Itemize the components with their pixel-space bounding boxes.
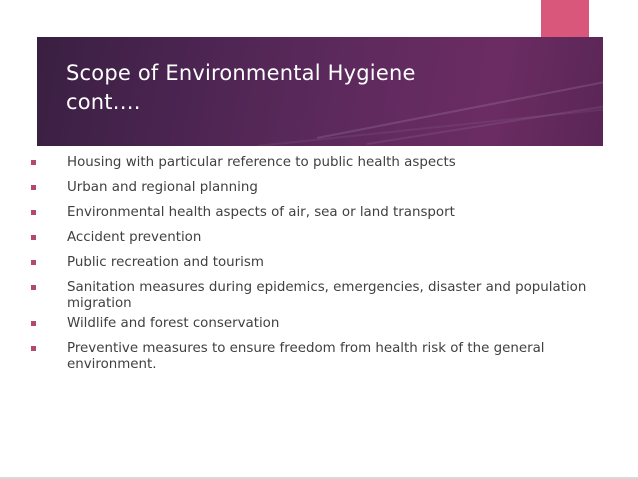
bullet-text: Wildlife and forest conservation	[67, 316, 280, 331]
square-bullet-icon	[31, 346, 36, 351]
bullet-list	[0, 155, 620, 377]
bullet-text: Environmental health aspects of air, sea or land transport	[67, 205, 455, 220]
bullet-item	[0, 255, 620, 275]
bullet-item	[0, 180, 620, 200]
bullet-text: Preventive measures to ensure freedom from health risk of the general environment.	[67, 341, 545, 372]
bullet-item	[0, 316, 620, 336]
square-bullet-icon	[31, 185, 36, 190]
bullet-text: Housing with particular reference to public health aspects	[67, 155, 456, 170]
bullet-item	[0, 205, 620, 225]
bullet-text: Urban and regional planning	[67, 180, 258, 195]
slide-title-line2: cont.…	[66, 90, 141, 114]
bullet-item	[0, 230, 620, 250]
square-bullet-icon	[31, 160, 36, 165]
square-bullet-icon	[31, 235, 36, 240]
title-banner	[37, 37, 603, 146]
bullet-item	[0, 341, 620, 372]
square-bullet-icon	[31, 321, 36, 326]
bullet-text: Sanitation measures during epidemics, emergencies, disaster and population migration	[67, 280, 587, 311]
square-bullet-icon	[31, 285, 36, 290]
bullet-item	[0, 155, 620, 175]
slide-title	[66, 59, 506, 117]
square-bullet-icon	[31, 210, 36, 215]
bullet-text: Accident prevention	[67, 230, 202, 245]
bullet-item	[0, 280, 620, 311]
bullet-text: Public recreation and tourism	[67, 255, 264, 270]
square-bullet-icon	[31, 260, 36, 265]
slide-title-line1: Scope of Environmental Hygiene	[66, 61, 416, 85]
